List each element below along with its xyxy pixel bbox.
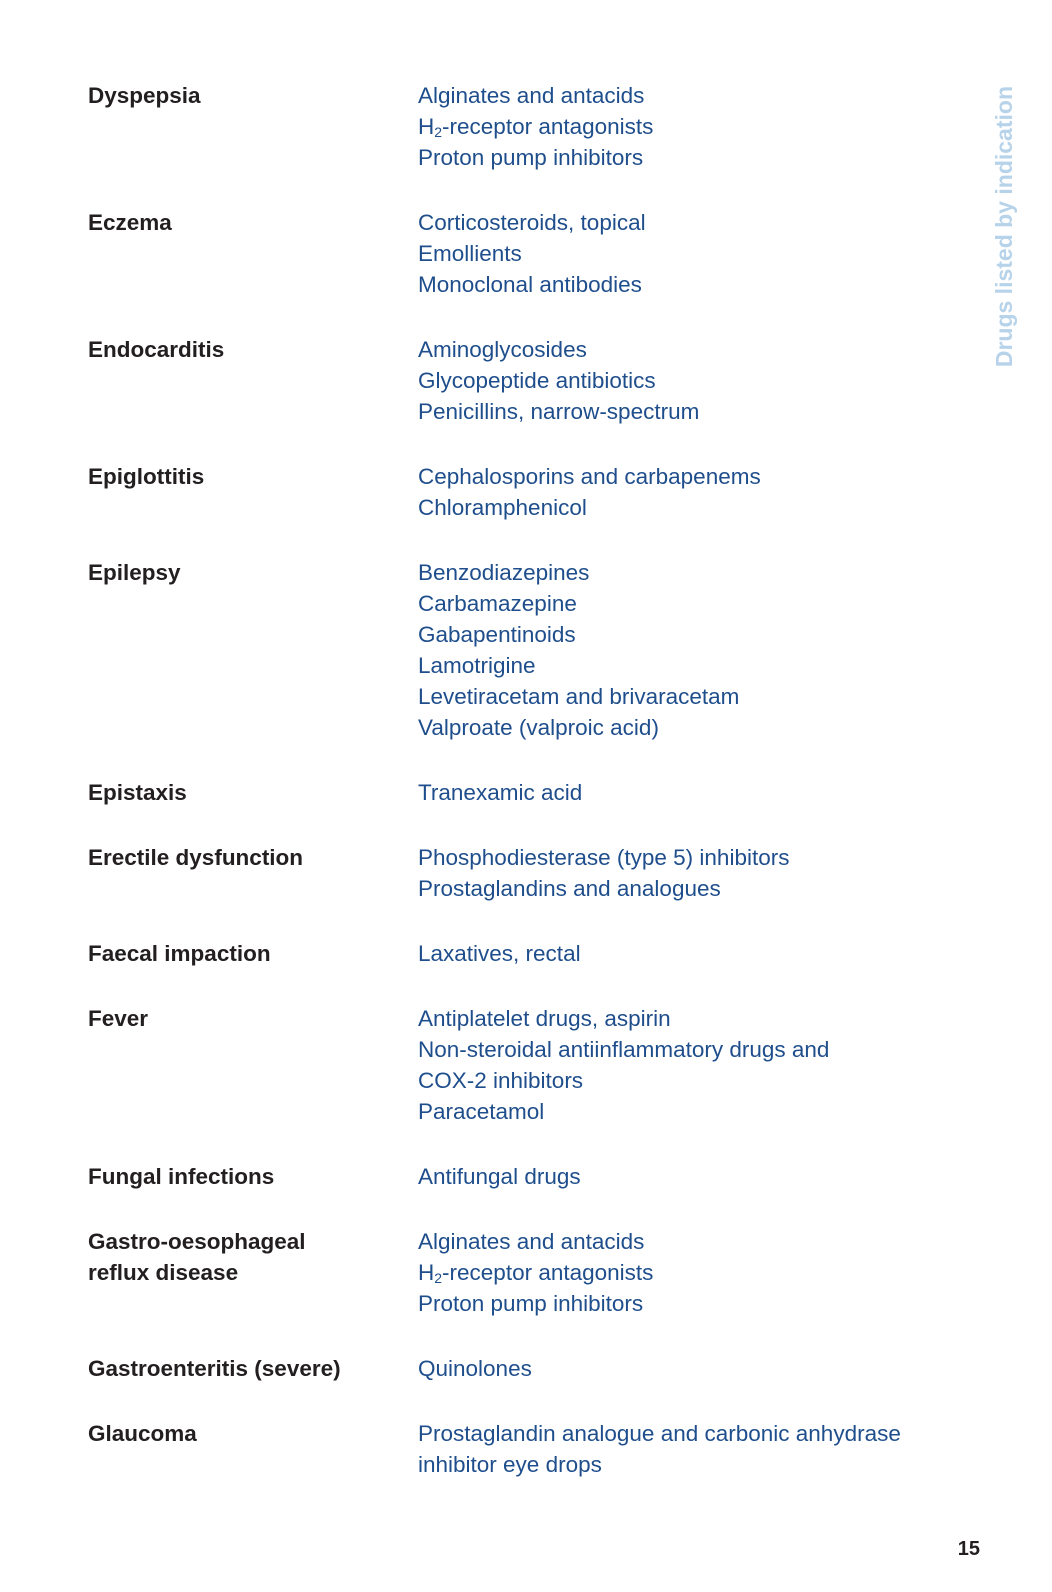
drug-list: [418, 1161, 948, 1192]
indication-entry: [88, 461, 948, 523]
drug-list: [418, 777, 948, 808]
drug-class: Valproate (valproic acid): [418, 715, 659, 740]
indication-name: [88, 777, 418, 808]
indication-entry: [88, 1418, 948, 1480]
indication-name-line: Gastroenteritis (severe): [88, 1356, 341, 1381]
drug-class-suffix: -receptor antagonists: [442, 114, 654, 139]
drug-class: Carbamazepine: [418, 591, 577, 616]
drug-class-subscript: 2: [434, 1270, 443, 1286]
drug-class: Gabapentinoids: [418, 622, 576, 647]
indication-entry: [88, 334, 948, 427]
indication-entry: [88, 1226, 948, 1319]
drug-class: Corticosteroids, topical: [418, 210, 646, 235]
drug-list: [418, 1226, 948, 1319]
drug-class: Benzodiazepines: [418, 560, 590, 585]
indication-entry: [88, 777, 948, 808]
indication-name: [88, 842, 418, 904]
drug-class: inhibitor eye drops: [418, 1452, 602, 1477]
indication-name: [88, 1161, 418, 1192]
indication-list: [88, 80, 948, 1480]
drug-list: [418, 938, 948, 969]
drug-class: Proton pump inhibitors: [418, 145, 644, 170]
drug-list: [418, 1353, 948, 1384]
drug-class: [418, 111, 948, 142]
drug-class: Lamotrigine: [418, 653, 536, 678]
drug-class: Proton pump inhibitors: [418, 1291, 644, 1316]
drug-list: [418, 80, 948, 173]
drug-list: [418, 1003, 948, 1127]
indication-name-line: Fever: [88, 1006, 149, 1031]
drug-class: Glycopeptide antibiotics: [418, 368, 656, 393]
indication-name: [88, 334, 418, 427]
drug-class-prefix: H: [418, 114, 435, 139]
indication-name-line: Gastro-oesophageal: [88, 1229, 306, 1254]
drug-class: Quinolones: [418, 1356, 532, 1381]
drug-list: [418, 557, 948, 743]
page-number: 15: [957, 1538, 980, 1560]
indication-name: [88, 1226, 418, 1319]
indication-name-line: reflux disease: [88, 1260, 239, 1285]
drug-class: Antiplatelet drugs, aspirin: [418, 1006, 671, 1031]
indication-name-line: Glaucoma: [88, 1421, 197, 1446]
drug-class: Laxatives, rectal: [418, 941, 581, 966]
drug-list: [418, 842, 948, 904]
drug-list: [418, 461, 948, 523]
indication-entry: [88, 1161, 948, 1192]
drug-class-subscript: 2: [434, 124, 443, 140]
drug-class: Tranexamic acid: [418, 780, 583, 805]
drug-class: Alginates and antacids: [418, 83, 645, 108]
drug-class: COX-2 inhibitors: [418, 1068, 584, 1093]
drug-class: Non-steroidal antiinflammatory drugs and: [418, 1037, 830, 1062]
side-tab-label: Drugs listed by indication: [991, 86, 1017, 368]
indication-name-line: Erectile dysfunction: [88, 845, 304, 870]
indication-name-line: Epistaxis: [88, 780, 187, 805]
drug-class: Monoclonal antibodies: [418, 272, 642, 297]
indication-entry: [88, 80, 948, 173]
indication-name: [88, 557, 418, 743]
indication-name: [88, 1418, 418, 1480]
indication-name-line: Eczema: [88, 210, 172, 235]
indication-name: [88, 1003, 418, 1127]
drug-list: [418, 1418, 948, 1480]
drug-class: [418, 1257, 948, 1288]
indication-entry: [88, 938, 948, 969]
drug-class: Alginates and antacids: [418, 1229, 645, 1254]
drug-class: Emollients: [418, 241, 522, 266]
indication-name: [88, 938, 418, 969]
indication-entry: [88, 207, 948, 300]
drug-class: Aminoglycosides: [418, 337, 587, 362]
indication-entry: [88, 1353, 948, 1384]
indication-entry: [88, 557, 948, 743]
drug-class: Chloramphenicol: [418, 495, 587, 520]
indication-name-line: Endocarditis: [88, 337, 225, 362]
indication-name: [88, 1353, 418, 1384]
drug-class-suffix: -receptor antagonists: [442, 1260, 654, 1285]
drug-class: Prostaglandin analogue and carbonic anhydrase: [418, 1421, 901, 1446]
drug-class: Phosphodiesterase (type 5) inhibitors: [418, 845, 790, 870]
side-tab: [986, 86, 1020, 386]
indication-name-line: Fungal infections: [88, 1164, 275, 1189]
drug-class: Antifungal drugs: [418, 1164, 581, 1189]
indication-entry: [88, 1003, 948, 1127]
indication-entry: [88, 842, 948, 904]
indication-name-line: Epiglottitis: [88, 464, 205, 489]
drug-list: [418, 207, 948, 300]
indication-name: [88, 461, 418, 523]
drug-class: Prostaglandins and analogues: [418, 876, 721, 901]
drug-class-prefix: H: [418, 1260, 435, 1285]
indication-name: [88, 207, 418, 300]
indication-name-line: Faecal impaction: [88, 941, 271, 966]
indication-name-line: Dyspepsia: [88, 83, 201, 108]
drug-class: Penicillins, narrow-spectrum: [418, 399, 700, 424]
drug-list: [418, 334, 948, 427]
drug-class: Levetiracetam and brivaracetam: [418, 684, 740, 709]
drug-class: Cephalosporins and carbapenems: [418, 464, 761, 489]
indication-name: [88, 80, 418, 173]
indication-name-line: Epilepsy: [88, 560, 181, 585]
drug-class: Paracetamol: [418, 1099, 545, 1124]
